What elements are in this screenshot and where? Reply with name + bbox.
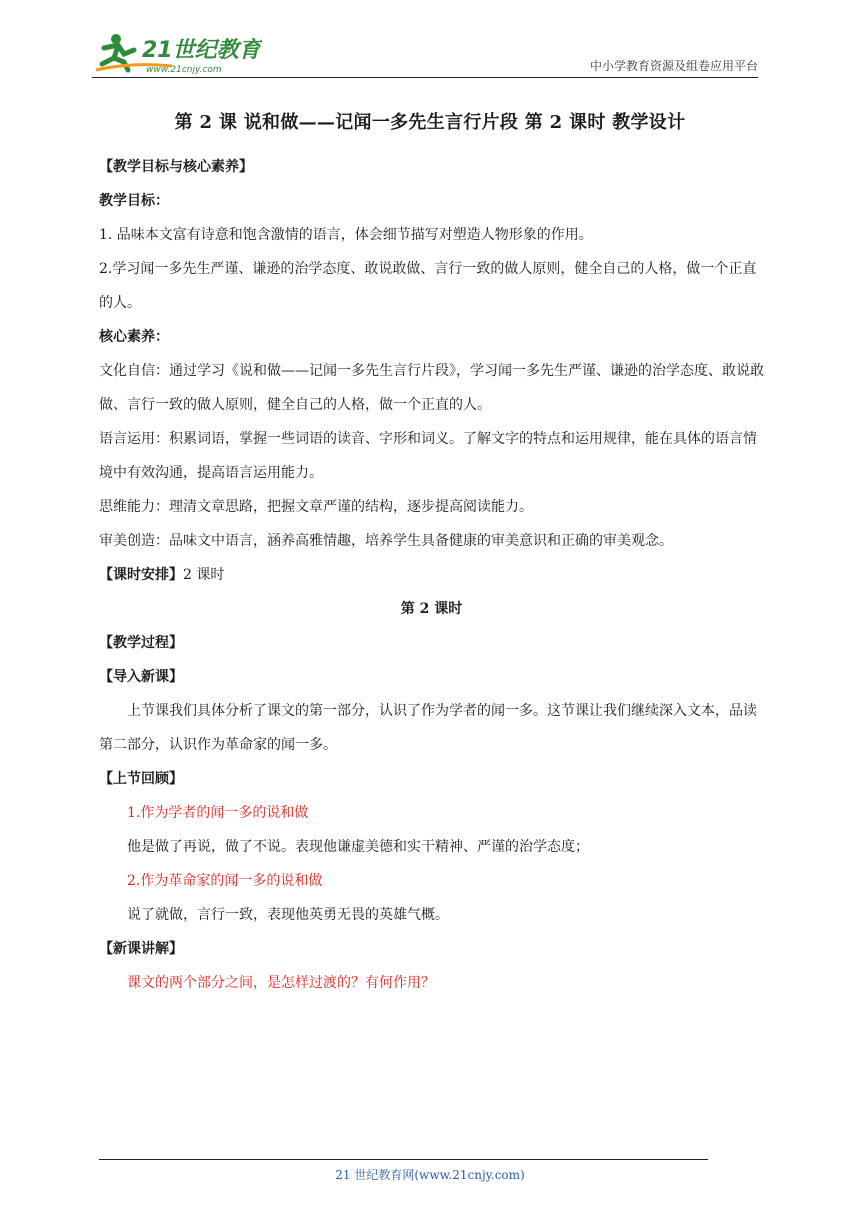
page-title: 第 2 课 说和做——记闻一多先生言行片段 第 2 课时 教学设计 — [174, 112, 686, 133]
review-point-2: 2.作为革命家的闻一多的说和做 — [127, 873, 323, 889]
footer-link[interactable]: 21 世纪教育网(www.21cnjy.com) — [335, 1168, 525, 1182]
core-item-thinking: 思维能力：理清文章思路，把握文章严谨的结构，逐步提高阅读能力。 — [99, 499, 533, 515]
review-text-2: 说了就做，言行一致，表现他英勇无畏的英雄气概。 — [127, 907, 449, 923]
schedule-line — [99, 558, 764, 592]
review-heading: 【上节回顾】 — [99, 771, 183, 787]
question-text: 课文的两个部分之间，是怎样过渡的？有何作用？ — [127, 975, 435, 991]
intro-heading: 【导入新课】 — [99, 669, 183, 685]
review-point-1: 1.作为学者的闻一多的说和做 — [127, 805, 309, 821]
schedule-heading: 【课时安排】 — [99, 567, 183, 583]
goal-item-1: 1. 品味本文富有诗意和饱含激情的语言，体会细节描写对塑造人物形象的作用。 — [99, 227, 593, 243]
runner-logo-icon — [92, 30, 262, 76]
new-lesson-heading: 【新课讲解】 — [99, 941, 183, 957]
core-label: 核心素养： — [99, 329, 169, 345]
schedule-value: 2 课时 — [183, 567, 225, 583]
intro-text: 上节课我们具体分析了课文的第一部分，认识了作为学者的闻一多。这节课让我们继续深入文本，品读第二部分，认识作为革命家的闻一多。 — [99, 703, 757, 753]
goals-heading: 【教学目标与核心素养】 — [99, 159, 253, 175]
platform-name: 中小学教育资源及组卷应用平台 — [589, 59, 758, 73]
goals-label: 教学目标： — [99, 193, 169, 209]
core-item-culture: 文化自信：通过学习《说和做——记闻一多先生言行片段》，学习闻一多先生严谨、谦逊的治学态度、敢说敢做、言行一致的做人原则，健全自己的人格，做一个正直的人。 — [99, 363, 764, 413]
header-divider — [92, 77, 758, 78]
core-item-aesthetic: 审美创造：品味文中语言，涵养高雅情趣，培养学生具备健康的审美意识和正确的审美观念。 — [99, 533, 673, 549]
core-item-language: 语言运用：积累词语，掌握一些词语的读音、字形和词义。了解文字的特点和运用规律，能在具体的语言情境中有效沟通，提高语言运用能力。 — [99, 431, 757, 481]
logo-text: 21世纪教育 — [142, 38, 261, 63]
page-header — [92, 30, 758, 78]
footer-divider — [99, 1159, 708, 1160]
goal-item-2: 2.学习闻一多先生严谨、谦逊的治学态度、敢说敢做、言行一致的做人原则，健全自己的人格，做一个正直的人。 — [99, 261, 757, 311]
lesson-title: 第 2 课时 — [400, 601, 463, 617]
process-heading: 【教学过程】 — [99, 635, 183, 651]
site-logo[interactable] — [92, 30, 262, 76]
review-text-1: 他是做了再说，做了不说。表现他谦虚美德和实干精神、严谨的治学态度； — [127, 839, 589, 855]
document-body — [99, 150, 764, 1000]
logo-url: www.21cnjy.com — [146, 65, 222, 75]
